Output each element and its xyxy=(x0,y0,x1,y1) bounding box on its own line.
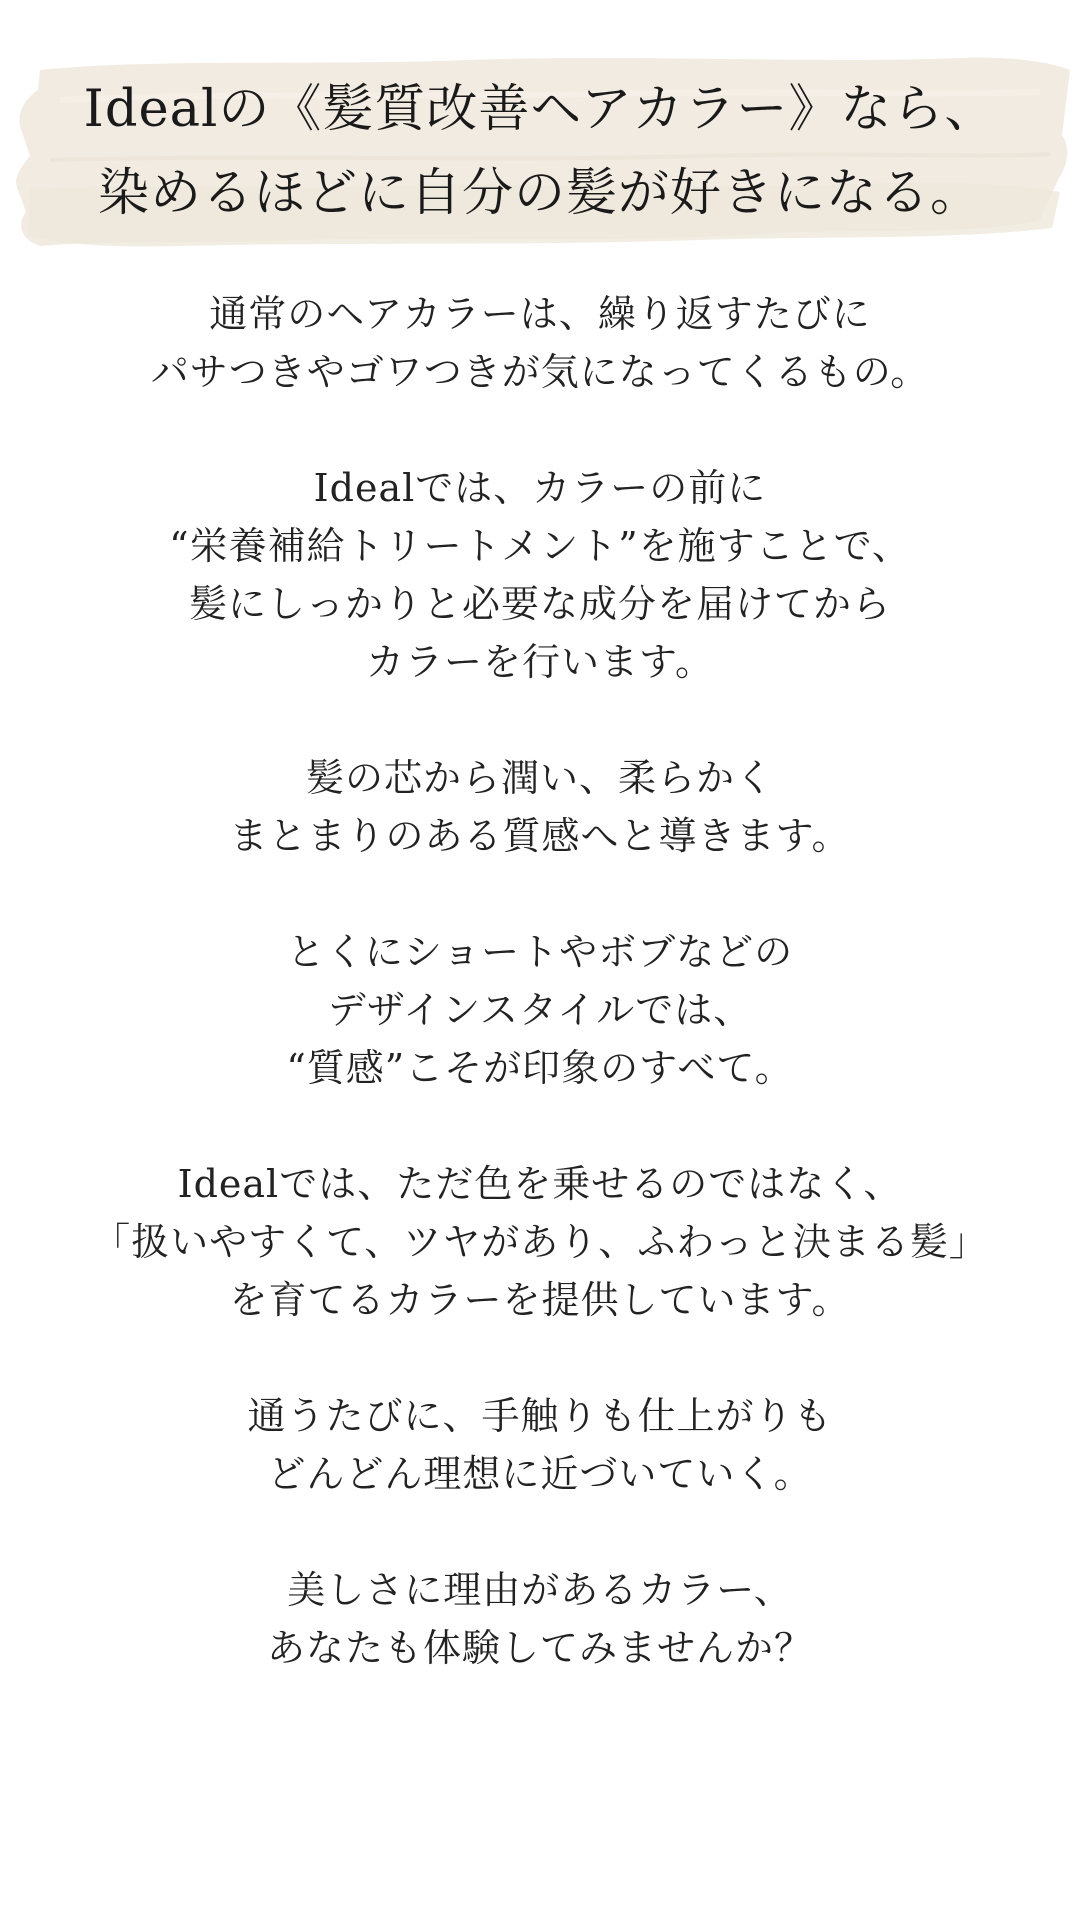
paragraph-line: Idealでは、ただ色を乗せるのではなく、 xyxy=(177,1162,903,1206)
paragraph-4 xyxy=(0,923,1080,1097)
paragraph-2 xyxy=(0,459,1080,691)
paragraph-line: まとまりのある質感へと導きます。 xyxy=(229,814,851,858)
paragraph-line: カラーを行います。 xyxy=(366,640,714,684)
paragraph-line: “栄養補給トリートメント”を施すことで、 xyxy=(169,524,911,568)
headline xyxy=(0,68,1080,236)
body-text xyxy=(0,285,1080,1735)
headline-line-2: 染めるほどに自分の髪が好きになる。 xyxy=(97,164,982,223)
paragraph-line: とくにショートやボブなどの xyxy=(286,930,794,974)
paragraph-line: を育てるカラーを提供しています。 xyxy=(229,1278,851,1322)
paragraph-line: Idealでは、カラーの前に xyxy=(313,466,767,510)
headline-banner xyxy=(0,40,1080,270)
paragraph-line: デザインスタイルでは、 xyxy=(327,988,753,1032)
paragraph-6 xyxy=(0,1387,1080,1503)
paragraph-line: 美しさに理由があるカラー、 xyxy=(287,1568,793,1612)
paragraph-line: パサつきやゴワつきが気になってくるもの。 xyxy=(150,350,930,394)
paragraph-7 xyxy=(0,1561,1080,1677)
paragraph-line: 髪にしっかりと必要な成分を届けてから xyxy=(188,582,891,626)
paragraph-line: あなたも体験してみませんか？ xyxy=(266,1626,813,1670)
paragraph-line: “質感”こそが印象のすべて。 xyxy=(286,1046,794,1090)
paragraph-line: 通常のヘアカラーは、繰り返すたびに xyxy=(209,292,871,336)
paragraph-1 xyxy=(0,285,1080,401)
paragraph-line: 髪の芯から潤い、柔らかく xyxy=(305,756,774,800)
headline-line-1: Idealの《髪質改善ヘアカラー》なら、 xyxy=(83,80,997,139)
paragraph-3 xyxy=(0,749,1080,865)
paragraph-line: どんどん理想に近づいていく。 xyxy=(267,1452,813,1496)
paragraph-5 xyxy=(0,1155,1080,1329)
paragraph-line: 通うたびに、手触りも仕上がりも xyxy=(247,1394,833,1438)
paragraph-line: 「扱いやすくて、ツヤがあり、ふわっと決まる髪」 xyxy=(92,1220,988,1264)
